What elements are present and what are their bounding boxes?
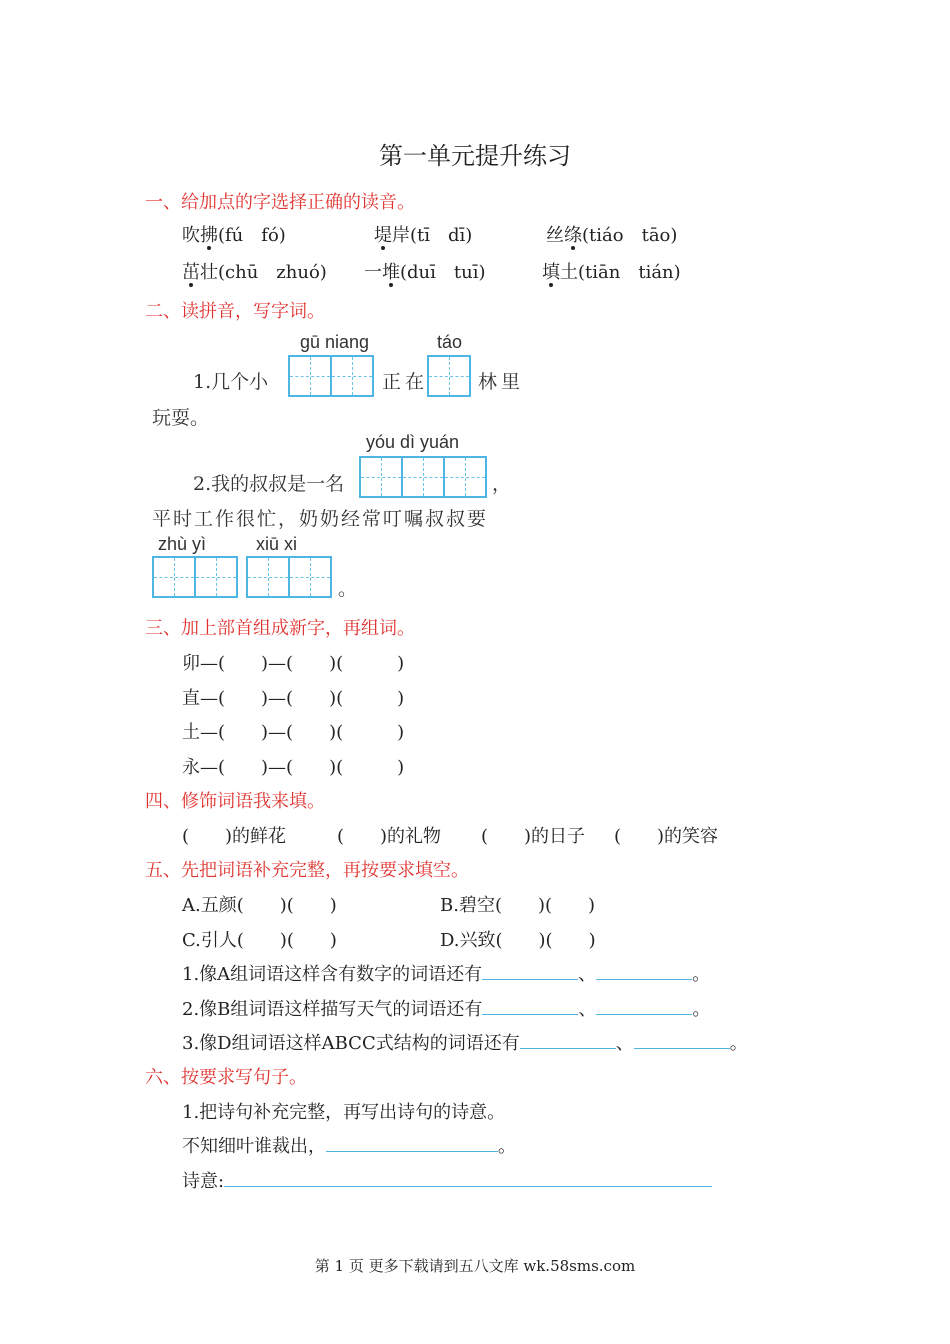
grid-cell[interactable] <box>330 355 374 397</box>
q4-item-2: ( )的礼物 <box>337 826 442 847</box>
answer-blank[interactable] <box>520 1030 616 1049</box>
section-6-heading: 六、按要求写句子。 <box>145 1067 307 1088</box>
grid-cell[interactable] <box>288 556 332 598</box>
q2-line1-c: 林里 <box>478 371 525 393</box>
answer-blank[interactable] <box>482 961 578 980</box>
q5-item-d: D.兴致( )( ) <box>440 930 596 951</box>
answer-blank[interactable] <box>634 1030 730 1049</box>
grid-cell[interactable] <box>246 556 290 598</box>
q1-item-2: 堤岸(tī dī) <box>374 225 473 246</box>
q2-line1-a: 1.几个小 <box>193 371 269 393</box>
q3-row-2: 直—( )—( )( ) <box>182 688 405 709</box>
q2-line1-d: 玩耍。 <box>152 407 210 429</box>
q5-item-b: B.碧空( )( ) <box>440 895 596 916</box>
page-title: 第一单元提升练习 <box>379 142 571 170</box>
grid-cell[interactable] <box>443 456 487 498</box>
q4-item-3: ( )的日子 <box>481 826 586 847</box>
grid-cell[interactable] <box>152 556 196 598</box>
section-2-heading: 二、读拼音，写字词。 <box>145 301 325 322</box>
pinyin-tao: táo <box>437 332 463 352</box>
q1-item-4: 茁壮(chū zhuó) <box>182 262 327 283</box>
pinyin-guniang: gū niang <box>300 332 370 352</box>
section-1-heading: 一、给加点的字选择正确的读音。 <box>145 192 415 213</box>
q2-line2-d: 。 <box>338 578 358 600</box>
answer-blank[interactable] <box>326 1133 498 1152</box>
q1-item-5: 一堆(duī tuī) <box>364 262 486 283</box>
q3-row-3: 土—( )—( )( ) <box>182 722 405 743</box>
pinyin-youdiyuan: yóu dì yuán <box>366 432 460 452</box>
answer-grid-xiuxi[interactable] <box>246 556 330 598</box>
grid-cell[interactable] <box>194 556 238 598</box>
answer-grid-guniang[interactable] <box>288 355 372 397</box>
answer-blank[interactable] <box>482 996 578 1015</box>
answer-grid-tao[interactable] <box>427 355 469 397</box>
q5-line-2: 2.像B组词语这样描写天气的词语还有 、 。 <box>182 995 710 1021</box>
q5-item-a: A.五颜( )( ) <box>182 895 337 916</box>
section-5-heading: 五、先把词语补充完整，再按要求填空。 <box>145 860 469 881</box>
q5-line-1: 1.像A组词语这样含有数字的词语还有 、 。 <box>182 960 710 986</box>
q1-item-1: 吹拂(fú fó) <box>182 225 286 246</box>
answer-blank[interactable] <box>224 1168 712 1187</box>
q3-row-4: 永—( )—( )( ) <box>182 757 405 778</box>
q1-item-6: 填土(tiān tián) <box>542 262 681 283</box>
answer-blank[interactable] <box>596 961 692 980</box>
section-3-heading: 三、加上部首组成新字，再组词。 <box>145 618 415 639</box>
pinyin-xiuxi: xiū xi <box>256 534 298 554</box>
q2-line1-b: 正在 <box>382 371 429 393</box>
page-footer: 第 1 页 更多下载请到五八文库 wk.58sms.com <box>314 1257 636 1275</box>
q4-item-1: ( )的鲜花 <box>182 826 287 847</box>
grid-cell[interactable] <box>288 355 332 397</box>
grid-cell[interactable] <box>359 456 403 498</box>
pinyin-zhuyi: zhù yì <box>158 534 207 554</box>
q1-item-3: 丝绦(tiáo tāo) <box>546 225 678 246</box>
q2-line2-b: ， <box>492 473 512 495</box>
answer-grid-zhuyi[interactable] <box>152 556 236 598</box>
q6-line-3: 诗意: <box>182 1167 712 1193</box>
q3-row-1: 卯—( )—( )( ) <box>182 653 405 674</box>
q4-item-4: ( )的笑容 <box>614 826 719 847</box>
q5-item-c: C.引人( )( ) <box>182 930 337 951</box>
grid-cell[interactable] <box>401 456 445 498</box>
section-4-heading: 四、修饰词语我来填。 <box>145 791 325 812</box>
q6-line-1: 1.把诗句补充完整，再写出诗句的诗意。 <box>182 1102 506 1123</box>
q6-line-2: 不知细叶谁裁出， 。 <box>182 1132 516 1158</box>
answer-blank[interactable] <box>596 996 692 1015</box>
q2-line2-a: 2.我的叔叔是一名 <box>193 473 345 495</box>
q2-line2-c: 平时工作很忙，奶奶经常叮嘱叔叔要 <box>152 508 489 530</box>
answer-grid-youdiyuan[interactable] <box>359 456 485 498</box>
grid-cell[interactable] <box>427 355 471 397</box>
q5-line-3: 3.像D组词语这样ABCC式结构的词语还有 、 。 <box>182 1029 748 1055</box>
